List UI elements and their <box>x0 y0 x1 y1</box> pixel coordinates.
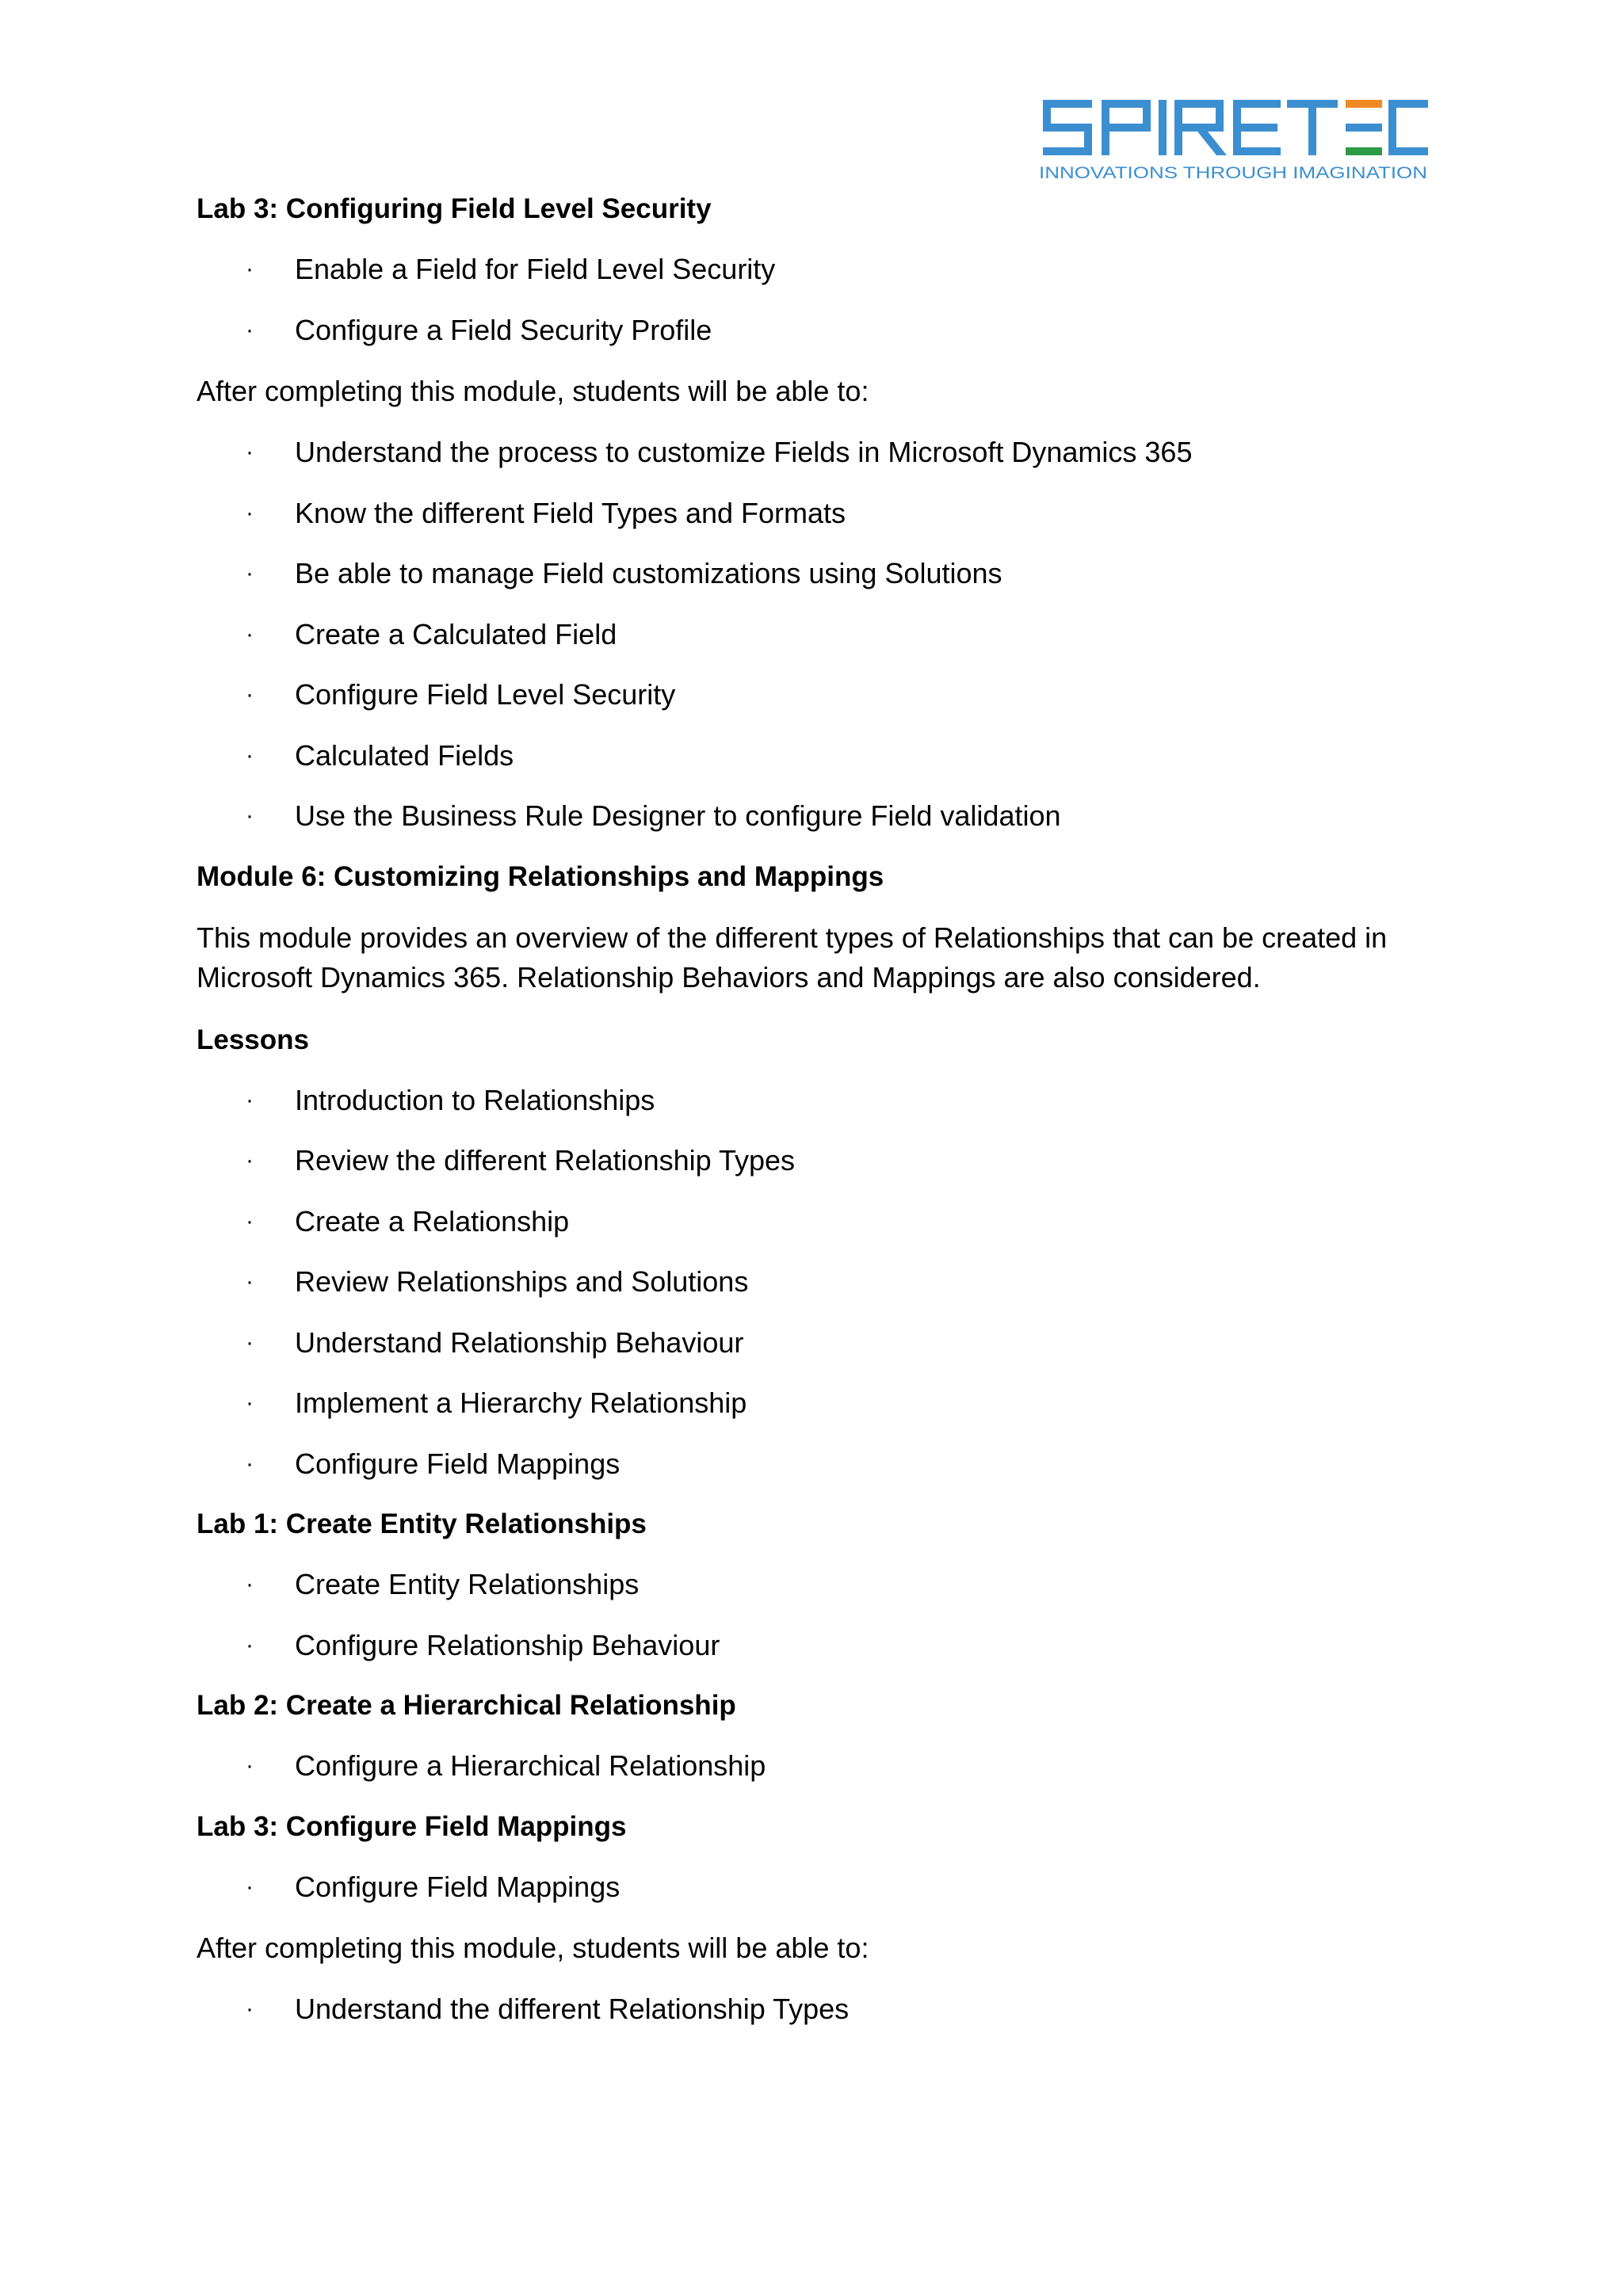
list-item: · Introduction to Relationships <box>197 1081 1433 1119</box>
module6-description: This module provides an overview of the different types of Relationships that can be created in Microsoft Dynamics 365. Relationship Behaviors and Mappings are also considered. <box>197 921 1388 994</box>
bullet-icon: · <box>246 1329 254 1356</box>
list-item: · Create Entity Relationships <box>197 1566 1433 1604</box>
bullet-icon: · <box>246 742 254 769</box>
bullet-icon: · <box>246 560 254 586</box>
lab3-fls-heading: Lab 3: Configuring Field Level Security <box>197 193 712 224</box>
lab2-heading: Lab 2: Create a Hierarchical Relationship <box>197 1690 736 1721</box>
bullet-icon: · <box>246 1207 254 1234</box>
lab3-mappings-list <box>197 1868 1433 1906</box>
list-item: · Configure Relationship Behaviour <box>197 1627 1433 1665</box>
bullet-icon: · <box>246 1390 254 1416</box>
list-item: · Configure a Field Security Profile <box>197 311 1433 349</box>
list-item: · Review the different Relationship Types <box>197 1142 1433 1180</box>
logo-tagline: INNOVATIONS THROUGH IMAGINATION <box>1039 164 1427 182</box>
bullet-icon: · <box>246 1753 254 1779</box>
lab3-fls-list <box>197 250 1433 349</box>
list-item: · Use the Business Rule Designer to configure Field validation <box>197 797 1433 835</box>
list-item: · Implement a Hierarchy Relationship <box>197 1384 1433 1422</box>
list-item: · Understand the different Relationship Types <box>197 1990 1433 2028</box>
outcomes-list <box>197 433 1433 835</box>
document-body <box>197 190 1433 2051</box>
outcomes-list <box>197 1990 1433 2028</box>
lessons-heading: Lessons <box>197 1024 309 1055</box>
list-item: · Create a Relationship <box>197 1203 1433 1241</box>
bullet-icon: · <box>246 1631 254 1658</box>
bullet-icon: · <box>246 681 254 707</box>
list-item: · Create a Calculated Field <box>197 616 1433 654</box>
outcomes-intro: After completing this module, students will be able to: <box>197 375 869 407</box>
bullet-icon: · <box>246 1450 254 1477</box>
list-item: · Configure Field Mappings <box>197 1445 1433 1483</box>
bullet-icon: · <box>246 1571 254 1597</box>
list-item: · Configure Field Level Security <box>197 676 1433 714</box>
outcomes-intro: After completing this module, students will be able to: <box>197 1932 869 1964</box>
list-item: · Understand the process to customize Fields in Microsoft Dynamics 365 <box>197 433 1433 471</box>
list-item: · Configure Field Mappings <box>197 1868 1433 1906</box>
bullet-icon: · <box>246 499 254 526</box>
list-item: · Configure a Hierarchical Relationship <box>197 1747 1433 1785</box>
lab1-list <box>197 1566 1433 1665</box>
bullet-icon: · <box>246 1996 254 2022</box>
bullet-icon: · <box>246 1086 254 1113</box>
list-item: · Calculated Fields <box>197 737 1433 775</box>
spiretec-logo <box>1035 92 1431 187</box>
bullet-icon: · <box>246 1147 254 1173</box>
bullet-icon: · <box>246 256 254 282</box>
bullet-icon: · <box>246 1873 254 1900</box>
lab3-mappings-heading: Lab 3: Configure Field Mappings <box>197 1810 627 1842</box>
bullet-icon: · <box>246 316 254 343</box>
module6-heading: Module 6: Customizing Relationships and Mappings <box>197 860 884 892</box>
lab1-heading: Lab 1: Create Entity Relationships <box>197 1508 647 1539</box>
bullet-icon: · <box>246 439 254 465</box>
bullet-icon: · <box>246 620 254 647</box>
lab2-list <box>197 1747 1433 1785</box>
list-item: · Review Relationships and Solutions <box>197 1263 1433 1301</box>
list-item: · Understand Relationship Behaviour <box>197 1324 1433 1362</box>
bullet-icon: · <box>246 803 254 829</box>
lessons-list <box>197 1081 1433 1483</box>
list-item: · Enable a Field for Field Level Security <box>197 250 1433 288</box>
list-item: · Know the different Field Types and Formats <box>197 494 1433 532</box>
list-item: · Be able to manage Field customizations using Solutions <box>197 555 1433 593</box>
bullet-icon: · <box>246 1268 254 1295</box>
